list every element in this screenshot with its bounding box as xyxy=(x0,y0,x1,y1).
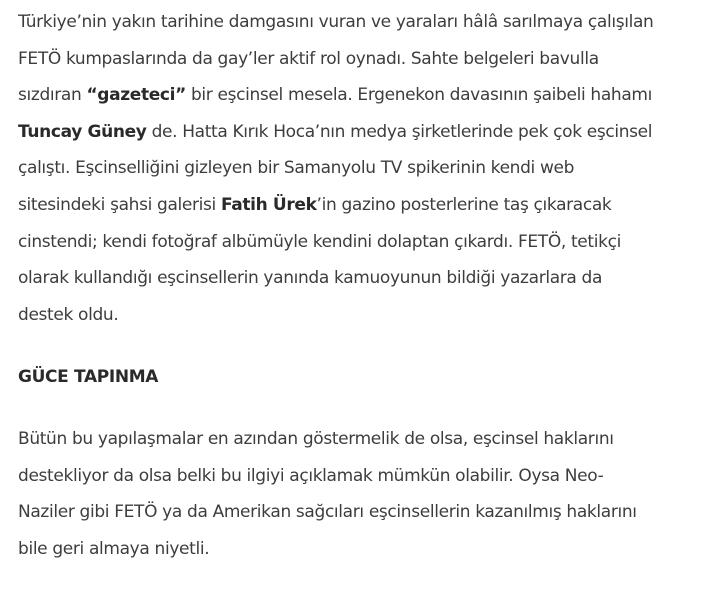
paragraph-2-line-1: Bütün bu yapılaşmalar en azından göstermelik de olsa, eşcinsel haklarını xyxy=(18,429,614,449)
paragraph-1-line-4 xyxy=(18,114,708,151)
tuncay-guney-name: Tuncay Güney xyxy=(18,121,147,142)
line-6-text-start: sitesindeki şahsi galerisi xyxy=(18,194,221,215)
article-body xyxy=(18,4,708,559)
paragraph-2 xyxy=(18,421,637,567)
gazeteci-emphasis: “gazeteci” xyxy=(86,85,186,106)
line-3-text-end: bir eşcinsel mesela. Ergenekon davasının şaibeli hahamı xyxy=(185,85,652,106)
paragraph-1-line-6 xyxy=(18,187,708,224)
paragraph-1-line-7: cinstendi; kendi fotoğraf albümüyle kendini dolaptan çıkardı. FETÖ, tetikçi xyxy=(18,231,621,252)
paragraph-2-line-4: bile geri almaya niyetli. xyxy=(18,538,210,559)
paragraph-1-line-1: Türkiye’nin yakın tarihine damgasını vuran ve yaraları hâlâ sarılmaya çalışılan xyxy=(18,12,654,32)
paragraph-1-line-2: FETÖ kumpaslarında da gay’ler aktif rol oynadı. Sahte belgeleri bavulla xyxy=(18,48,599,69)
section-heading: GÜCE TAPINMA xyxy=(18,367,159,387)
line-6-text-end: ’in gazino posterlerine taş çıkaracak xyxy=(316,194,612,215)
fatih-urek-name: Fatih Ürek xyxy=(220,194,317,215)
line-4-text-end: de. Hatta Kırık Hoca’nın medya şirketlerinde pek çok eşcinsel xyxy=(146,121,653,142)
paragraph-1-line-5: çalıştı. Eşcinselliğini gizleyen bir Samanyolu TV spikerinin kendi web xyxy=(18,158,575,179)
paragraph-2-line-3: Naziler gibi FETÖ ya da Amerikan sağcıları eşcinsellerin kazanılmış haklarını xyxy=(18,502,637,523)
line-3-text-start: sızdıran xyxy=(18,85,87,106)
paragraph-1-line-3 xyxy=(18,77,708,114)
paragraph-1 xyxy=(18,4,708,333)
paragraph-1-line-8: olarak kullandığı eşcinsellerin yanında kamuoyunun bildiği yazarlara da xyxy=(18,268,603,289)
paragraph-2-line-2: destekliyor da olsa belki bu ilgiyi açıklamak mümkün olabilir. Oysa Neo- xyxy=(18,465,604,486)
paragraph-1-line-9: destek oldu. xyxy=(18,304,119,325)
